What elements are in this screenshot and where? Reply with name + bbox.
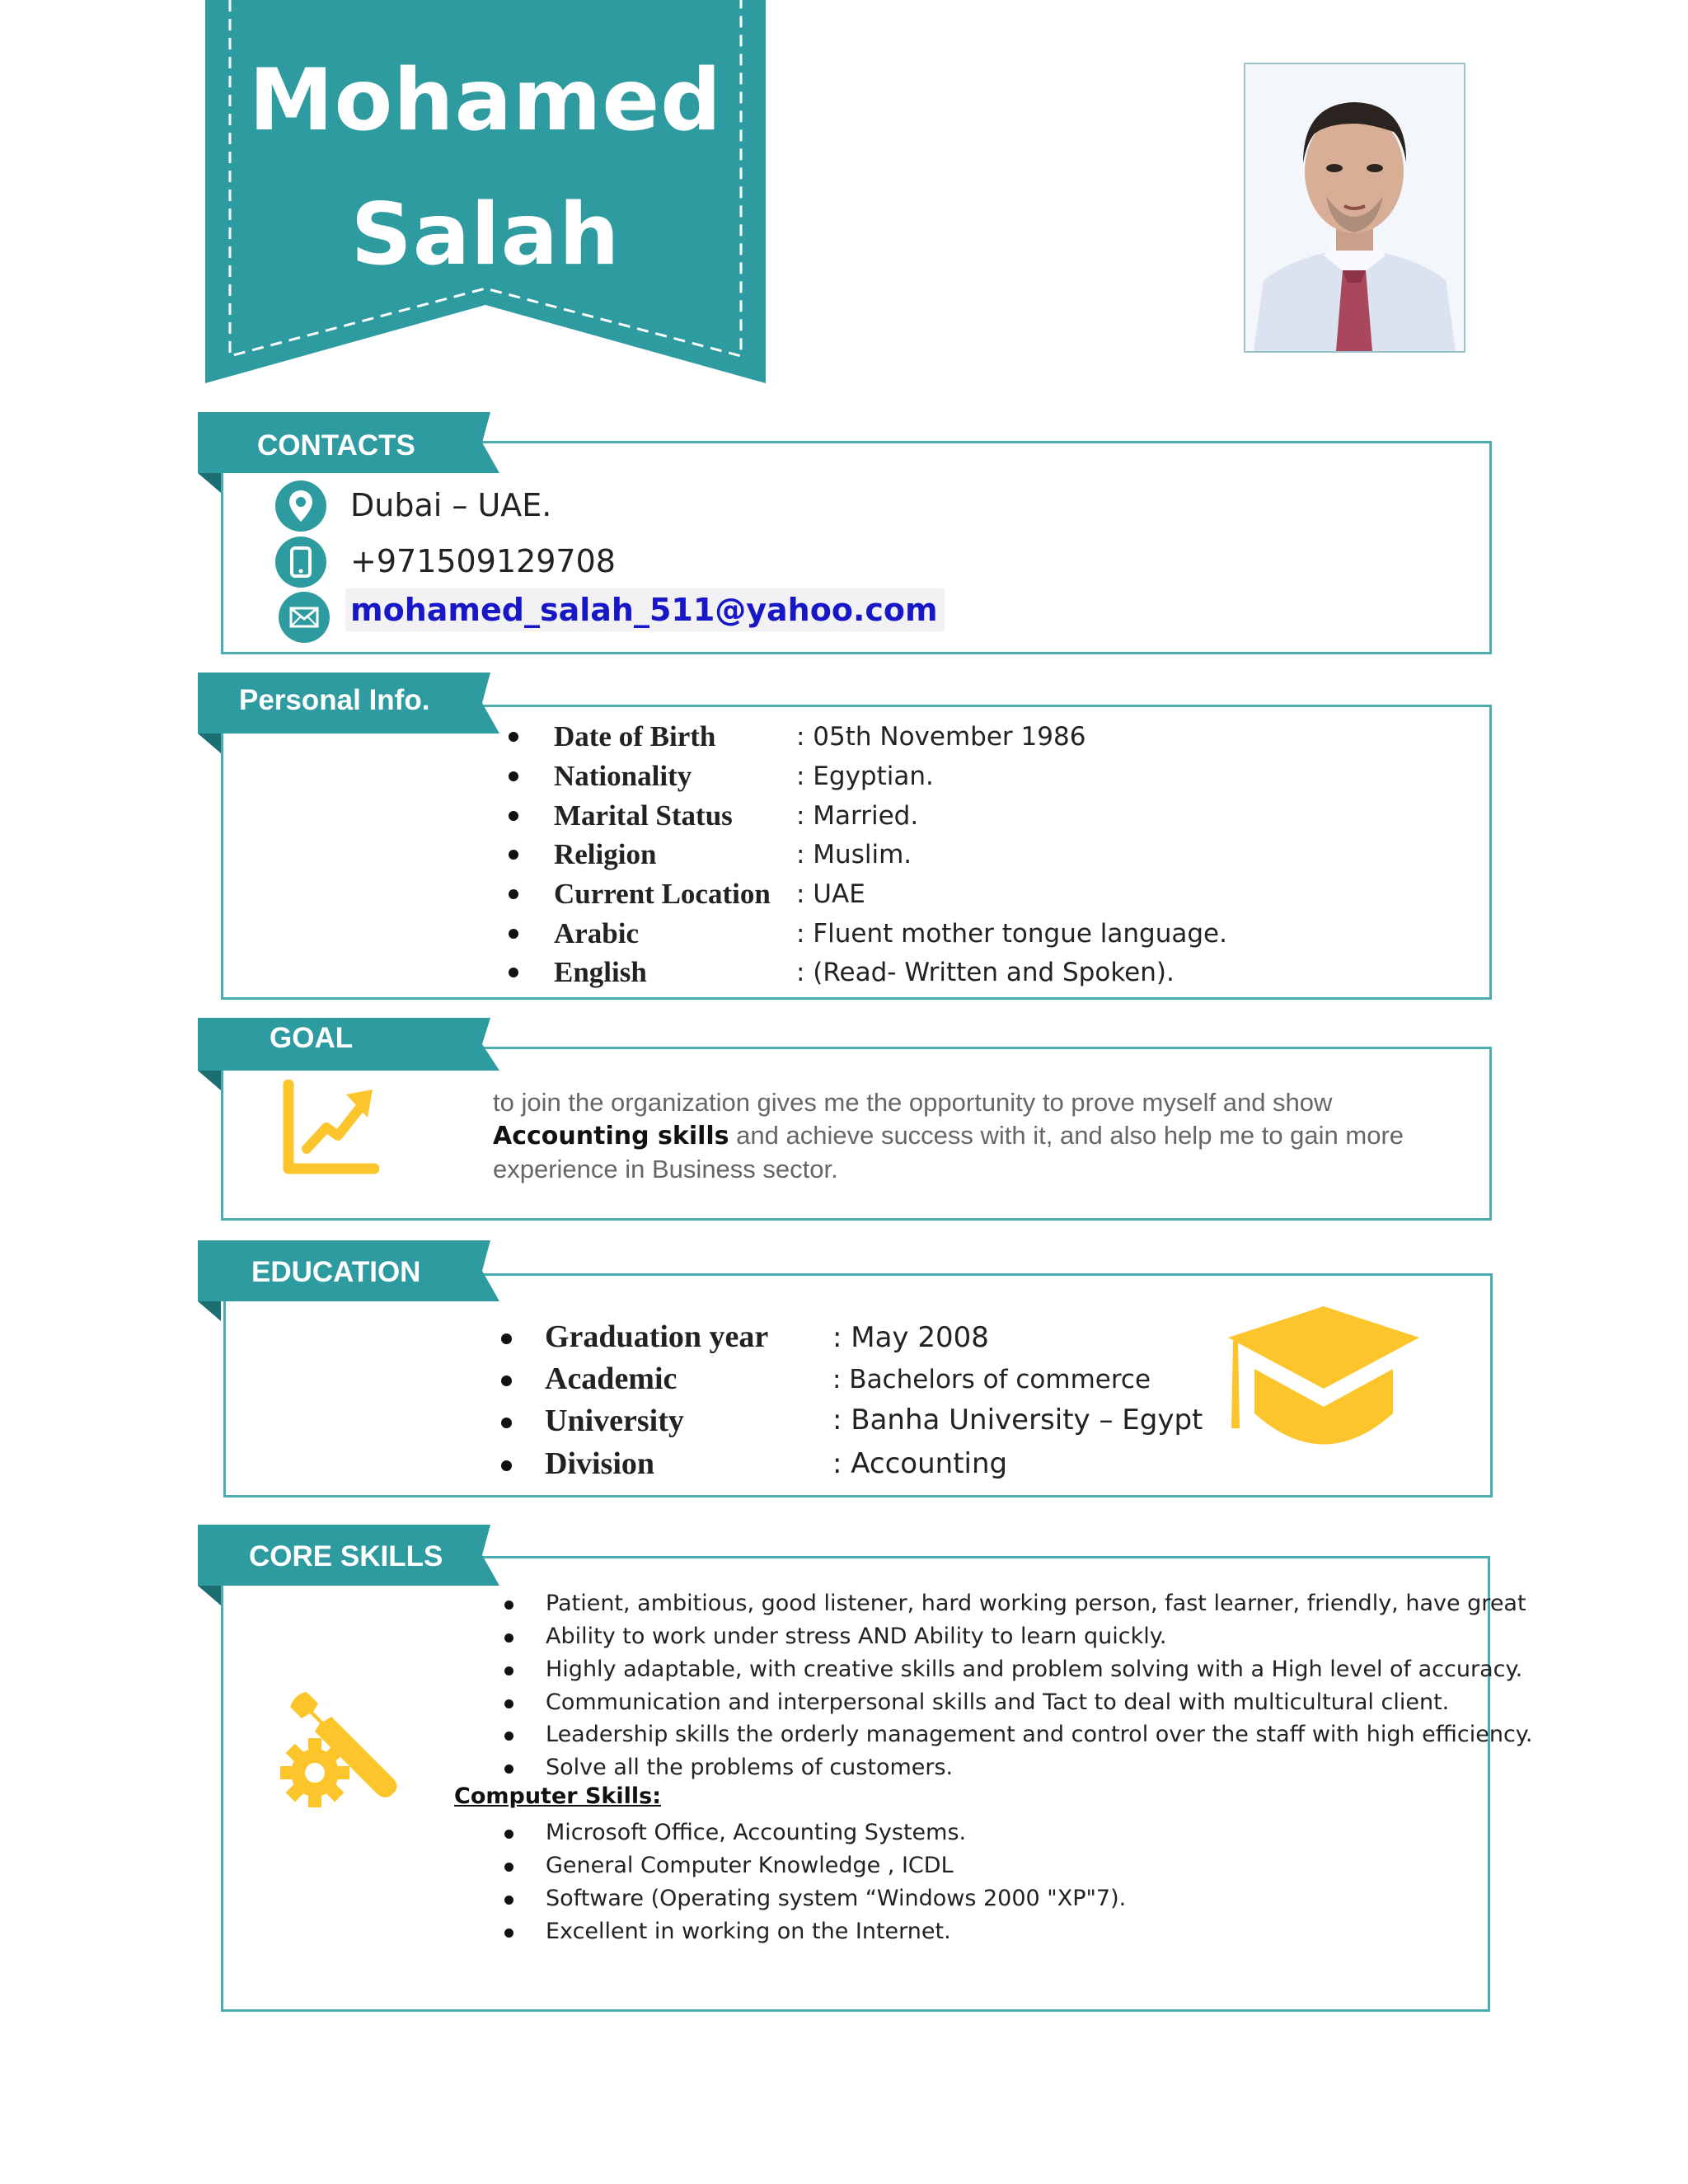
personal-label-location: Current Location bbox=[554, 878, 771, 910]
contact-email-link[interactable]: mohamed_salah_511@yahoo.com bbox=[350, 592, 938, 628]
education-label-division: Division bbox=[545, 1446, 655, 1481]
bullet bbox=[509, 732, 518, 742]
growth-chart-icon bbox=[279, 1080, 379, 1179]
education-value-academic: : Bachelors of commerce bbox=[832, 1365, 1151, 1394]
core-skills-title: CORE SKILLS bbox=[249, 1540, 443, 1572]
personal-value-dob: : 05th November 1986 bbox=[796, 722, 1086, 752]
bullet bbox=[504, 1732, 513, 1741]
bullet bbox=[504, 1666, 513, 1675]
bullet bbox=[504, 1765, 513, 1774]
bullet bbox=[501, 1333, 512, 1344]
profile-photo bbox=[1244, 63, 1465, 353]
contact-location: Dubai – UAE. bbox=[350, 487, 552, 523]
bullet bbox=[504, 1863, 513, 1872]
goal-line-1: to join the organization gives me the opportunity to prove myself and show bbox=[493, 1088, 1333, 1117]
tools-gear-icon bbox=[279, 1685, 402, 1809]
education-value-university: : Banha University – Egypt bbox=[832, 1404, 1203, 1436]
education-title: EDUCATION bbox=[251, 1256, 421, 1288]
bullet bbox=[504, 1699, 513, 1708]
personal-value-english: : (Read- Written and Spoken). bbox=[796, 958, 1175, 987]
location-pin-icon bbox=[275, 480, 326, 532]
education-label-academic: Academic bbox=[545, 1361, 678, 1396]
personal-value-location: : UAE bbox=[796, 879, 865, 909]
personal-label-arabic: Arabic bbox=[554, 917, 640, 949]
bullet bbox=[504, 1896, 513, 1905]
education-label-university: University bbox=[545, 1404, 684, 1438]
core-skill-item: Ability to work under stress AND Ability to learn quickly. bbox=[546, 1624, 1167, 1649]
personal-label-religion: Religion bbox=[554, 838, 657, 870]
education-value-division: : Accounting bbox=[832, 1447, 1008, 1480]
bullet bbox=[509, 968, 518, 977]
contacts-title: CONTACTS bbox=[257, 429, 415, 462]
goal-title: GOAL bbox=[270, 1022, 354, 1054]
bullet bbox=[501, 1376, 512, 1386]
graduation-cap-icon bbox=[1228, 1306, 1419, 1459]
bullet bbox=[504, 1633, 513, 1643]
computer-skill-item: Software (Operating system “Windows 2000 "XP"7). bbox=[546, 1886, 1127, 1911]
goal-bold-phrase: Accounting skills bbox=[493, 1122, 729, 1151]
personal-info-title: Personal Info. bbox=[239, 684, 430, 716]
contact-phone: +971509129708 bbox=[350, 543, 616, 579]
personal-label-nationality: Nationality bbox=[554, 760, 692, 792]
mobile-phone-icon bbox=[275, 537, 326, 588]
computer-skill-item: Excellent in working on the Internet. bbox=[546, 1919, 951, 1944]
core-skill-item: Leadership skills the orderly management and control over the staff with high efficiency. bbox=[546, 1722, 1533, 1747]
bullet bbox=[504, 1830, 513, 1839]
education-value-graduation: : May 2008 bbox=[832, 1321, 989, 1354]
goal-line-2-rest: and achieve success with it, and also help me to gain more bbox=[729, 1121, 1404, 1150]
core-skill-item: Communication and interpersonal skills and Tact to deal with multicultural client. bbox=[546, 1690, 1450, 1715]
personal-value-religion: : Muslim. bbox=[796, 840, 912, 869]
core-skill-item: Highly adaptable, with creative skills and problem solving with a High level of accuracy. bbox=[546, 1657, 1523, 1682]
envelope-icon bbox=[279, 592, 330, 643]
personal-label-dob: Date of Birth bbox=[554, 720, 716, 752]
personal-label-english: English bbox=[554, 956, 647, 988]
education-label-graduation: Graduation year bbox=[545, 1319, 769, 1354]
goal-text bbox=[493, 1086, 1465, 1186]
personal-value-arabic: : Fluent mother tongue language. bbox=[796, 919, 1227, 949]
goal-line-2 bbox=[493, 1119, 1465, 1153]
bullet bbox=[509, 771, 518, 781]
computer-skill-item: Microsoft Office, Accounting Systems. bbox=[546, 1820, 967, 1845]
bullet bbox=[509, 889, 518, 899]
bullet bbox=[509, 850, 518, 860]
bullet bbox=[504, 1601, 513, 1610]
goal-line-3: experience in Business sector. bbox=[493, 1155, 838, 1183]
core-skill-item: Patient, ambitious, good listener, hard working person, fast learner, friendly, have great bbox=[546, 1591, 1526, 1616]
bullet bbox=[501, 1418, 512, 1428]
computer-skills-heading: Computer Skills: bbox=[454, 1783, 662, 1809]
bullet bbox=[501, 1460, 512, 1471]
bullet bbox=[509, 929, 518, 939]
personal-value-nationality: : Egyptian. bbox=[796, 762, 934, 791]
bullet bbox=[504, 1929, 513, 1938]
core-skill-item: Solve all the problems of customers. bbox=[546, 1755, 954, 1780]
person-portrait-icon bbox=[1245, 64, 1464, 351]
bullet bbox=[509, 811, 518, 821]
personal-label-marital: Marital Status bbox=[554, 799, 733, 832]
personal-value-marital: : Married. bbox=[796, 801, 919, 831]
last-name: Salah bbox=[350, 185, 621, 284]
computer-skill-item: General Computer Knowledge , ICDL bbox=[546, 1853, 954, 1878]
first-name: Mohamed bbox=[248, 51, 722, 150]
